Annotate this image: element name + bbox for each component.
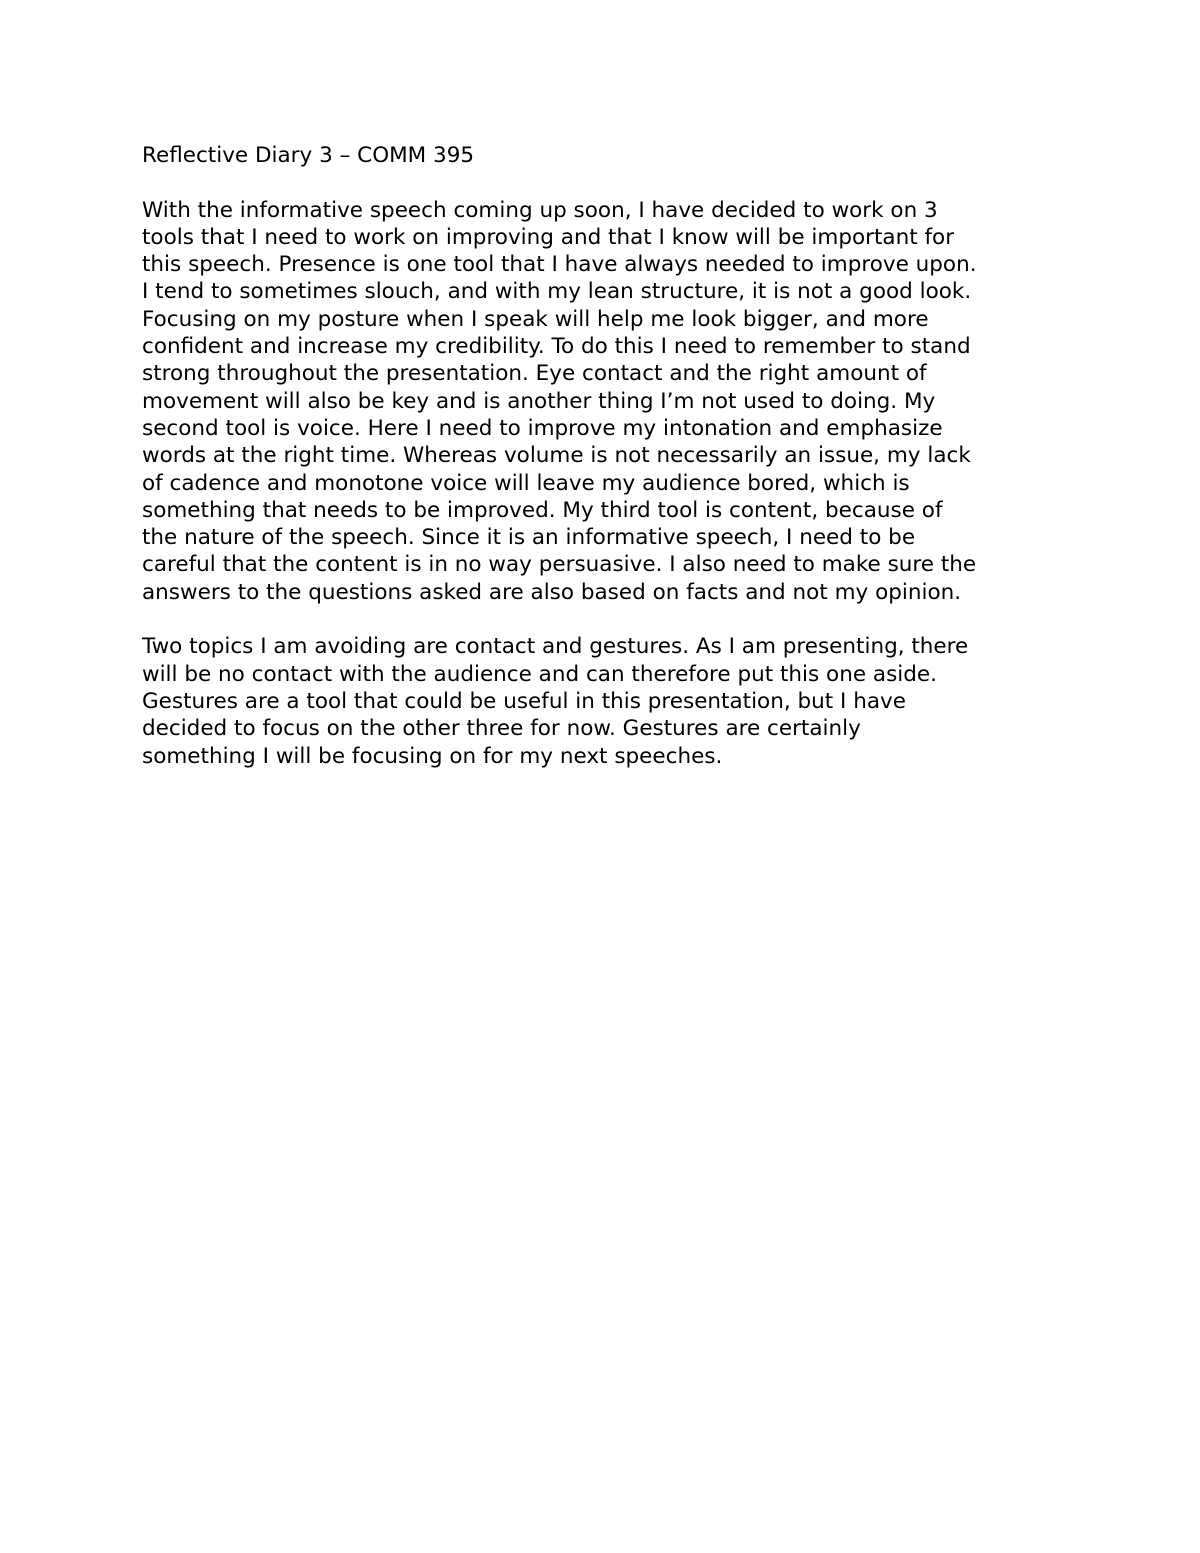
paragraph-line: I tend to sometimes slouch, and with my lean structure, it is not a good look.	[142, 279, 972, 305]
paragraph-line: answers to the questions asked are also based on facts and not my opinion.	[142, 579, 962, 605]
paragraph-line: decided to focus on the other three for now. Gestures are certainly	[142, 716, 861, 742]
paragraph-line: careful that the content is in no way persuasive. I also need to make sure the	[142, 552, 977, 578]
paragraph-line: confident and increase my credibility. To do this I need to remember to stand	[142, 334, 971, 360]
paragraph-line: will be no contact with the audience and can therefore put this one aside.	[142, 661, 937, 687]
paragraph-line: tools that I need to work on improving and that I know will be important for	[142, 224, 955, 250]
paragraph-line: of cadence and monotone voice will leave my audience bored, which is	[142, 470, 910, 496]
paragraph-line: movement will also be key and is another thing I’m not used to doing. My	[142, 388, 936, 414]
paragraph-line: second tool is voice. Here I need to improve my intonation and emphasize	[142, 415, 943, 441]
paragraph-line: With the informative speech coming up soon, I have decided to work on 3	[142, 197, 938, 223]
document-body	[142, 142, 1067, 797]
paragraph-line: words at the right time. Whereas volume is not necessarily an issue, my lack	[142, 443, 971, 469]
paragraph-2	[142, 633, 1067, 769]
paragraph-line: the nature of the speech. Since it is an informative speech, I need to be	[142, 525, 916, 551]
paragraph-line: Focusing on my posture when I speak will help me look bigger, and more	[142, 306, 929, 332]
paragraph-line: Two topics I am avoiding are contact and gestures. As I am presenting, there	[142, 634, 969, 660]
paragraph-line: this speech. Presence is one tool that I have always needed to improve upon.	[142, 252, 977, 278]
paragraph-line: Gestures are a tool that could be useful in this presentation, but I have	[142, 688, 906, 714]
paragraph-line: something I will be focusing on for my next speeches.	[142, 743, 723, 769]
paragraph-1	[142, 197, 1067, 606]
document-title: Reflective Diary 3 – COMM 395	[142, 143, 475, 168]
paragraph-line: strong throughout the presentation. Eye contact and the right amount of	[142, 361, 927, 387]
paragraph-line: something that needs to be improved. My third tool is content, because of	[142, 497, 943, 523]
